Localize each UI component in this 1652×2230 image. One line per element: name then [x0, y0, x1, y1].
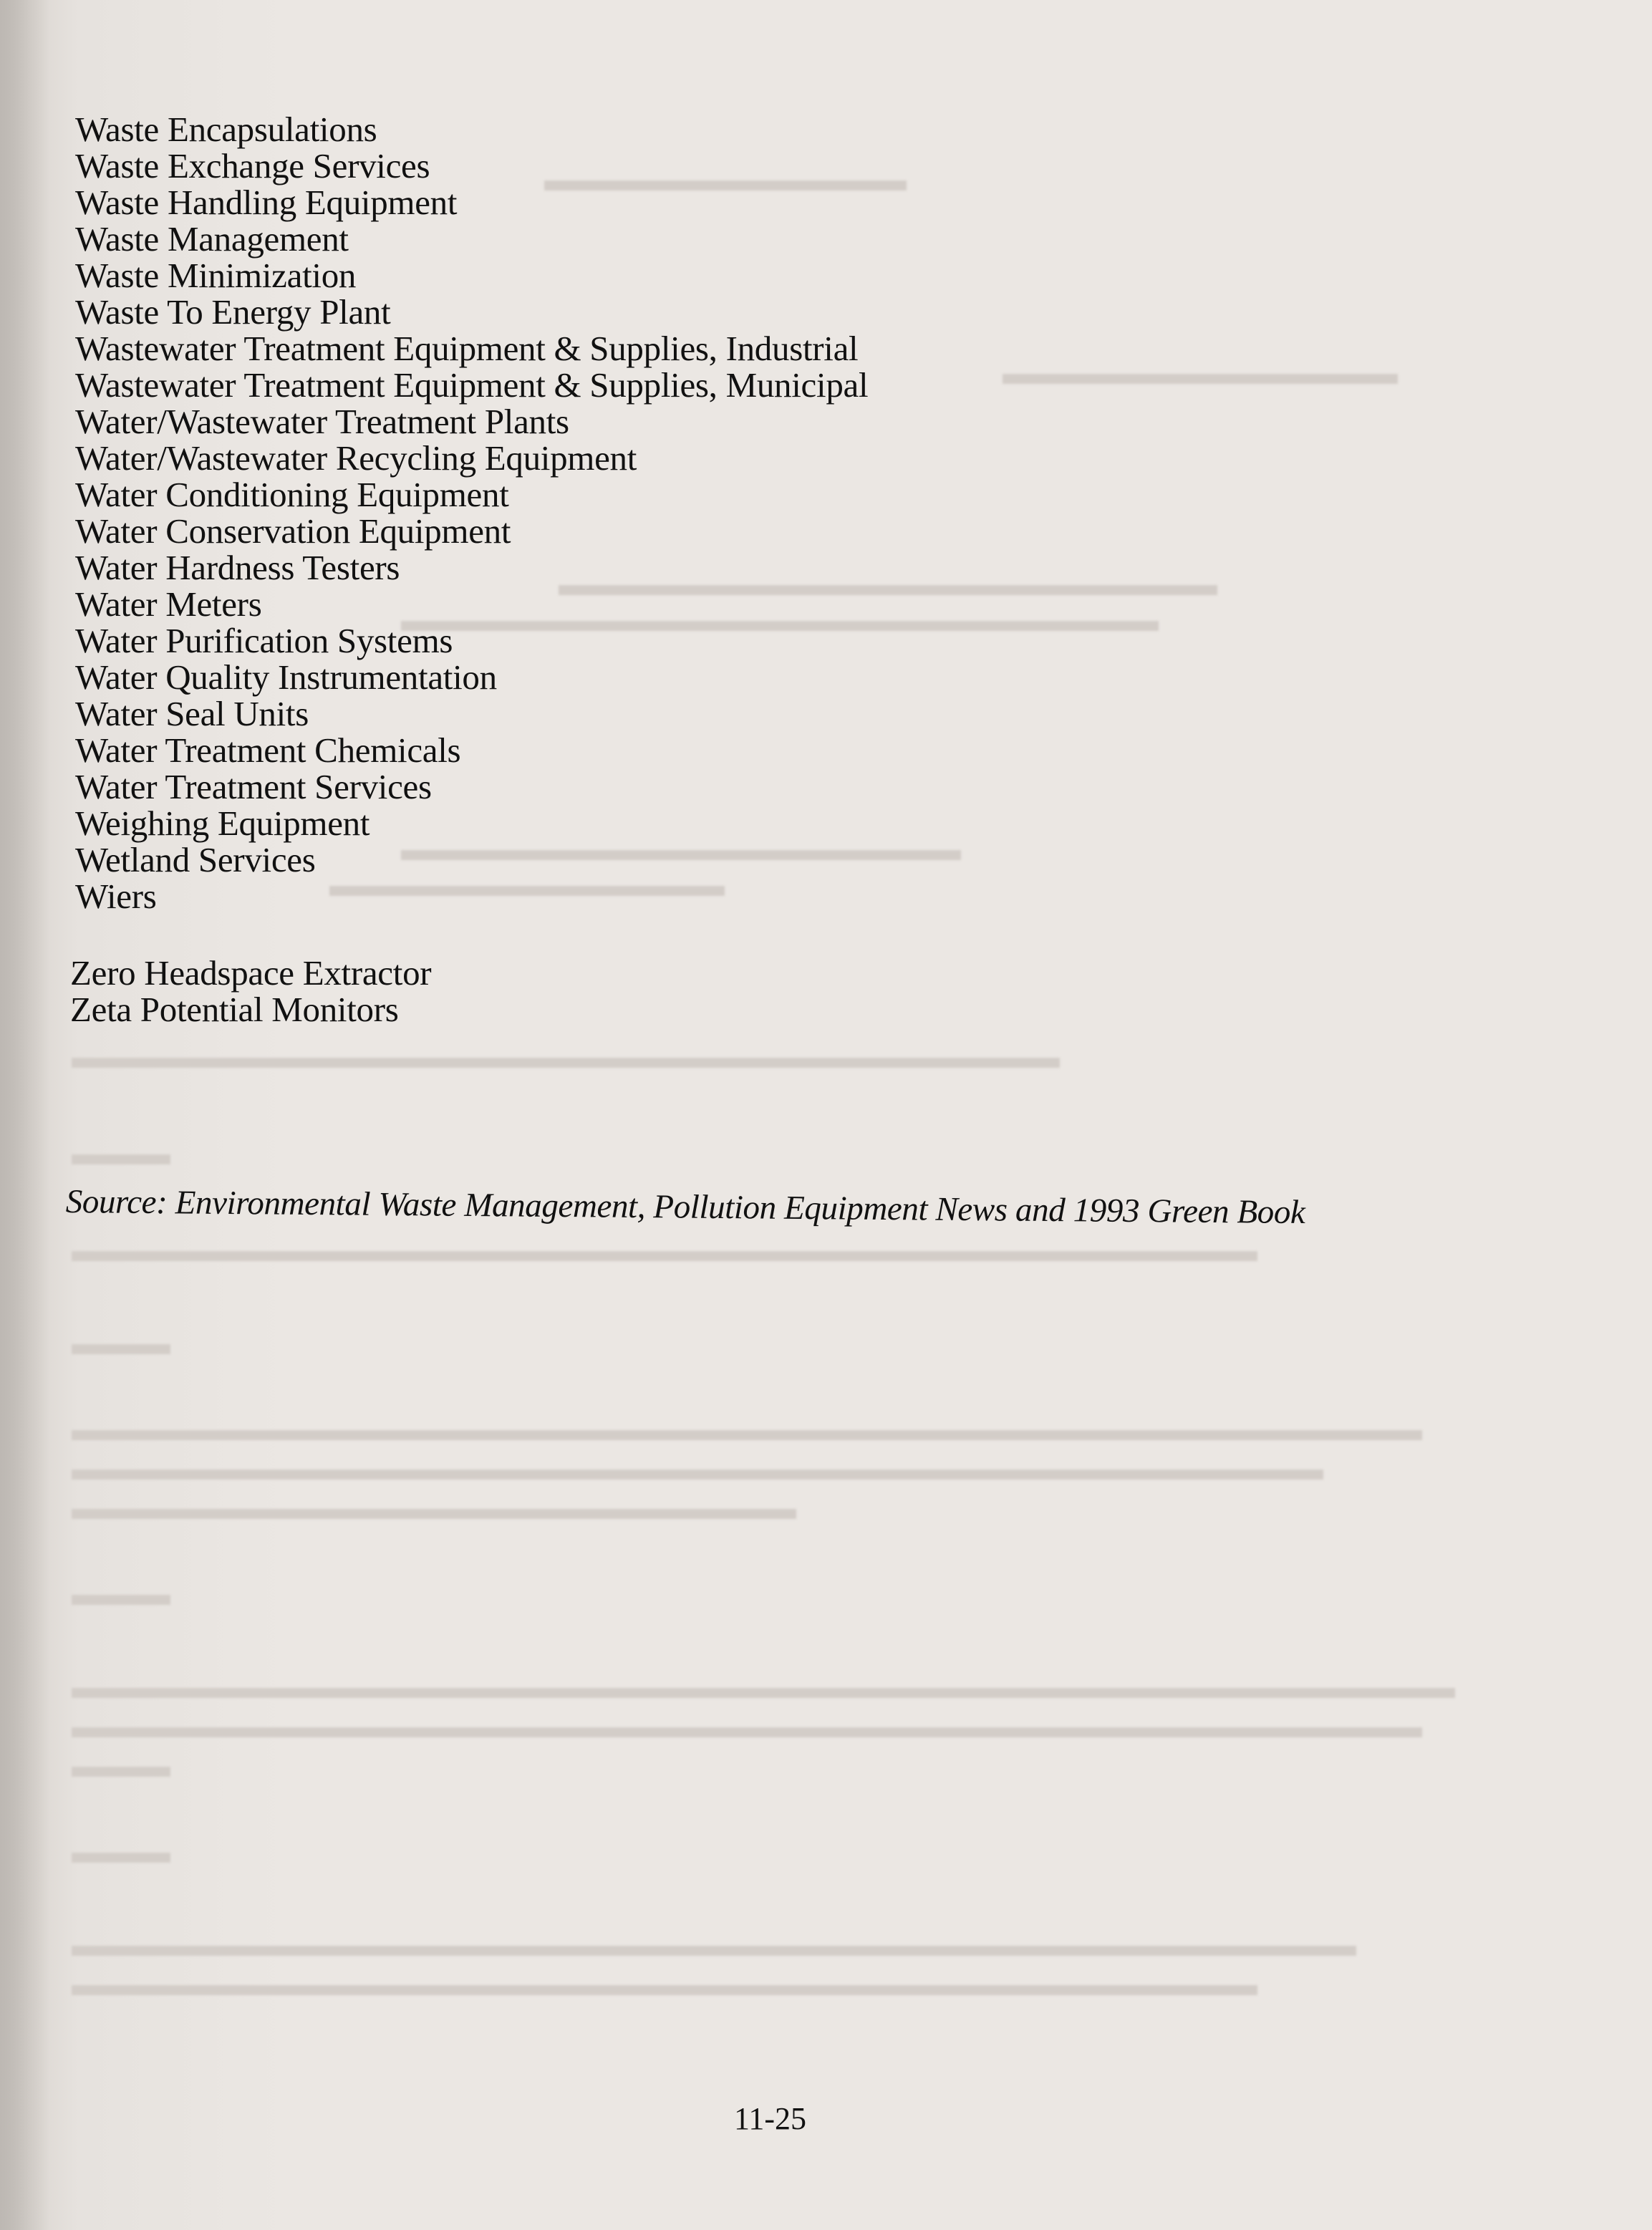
list-item: Water Conservation Equipment	[75, 511, 511, 551]
bleed-through-text: ▬▬▬▬▬▬▬▬▬▬▬▬▬▬▬▬▬▬▬▬▬▬▬▬▬▬▬▬▬▬	[72, 1038, 1060, 1075]
list-item: Water Purification Systems	[75, 621, 453, 660]
bleed-through-text: ▬▬▬▬▬▬▬▬▬▬▬▬▬▬▬▬▬▬▬▬▬▬▬▬▬▬▬▬▬▬▬▬▬▬▬▬▬▬▬▬▬	[72, 1708, 1422, 1744]
bleed-through-text: ▬▬▬▬▬▬▬▬▬▬▬▬▬▬▬▬▬	[401, 831, 961, 867]
list-item: Water Quality Instrumentation	[75, 657, 497, 697]
bleed-through-text: ▬▬▬▬▬▬▬▬▬▬▬	[544, 161, 907, 198]
bleed-through-text: ▬▬▬	[72, 1575, 170, 1612]
list-item: Water Seal Units	[75, 694, 309, 733]
list-item: Water Hardness Testers	[75, 548, 400, 587]
bleed-through-text: ▬▬▬	[72, 1747, 170, 1784]
bleed-through-text: ▬▬▬	[72, 1135, 170, 1172]
bleed-through-text: ▬▬▬▬▬▬▬▬▬▬▬▬▬▬▬▬▬▬▬▬▬▬▬▬▬▬▬▬▬▬▬▬▬▬▬▬▬▬	[72, 1450, 1323, 1487]
bleed-through-text: ▬▬▬▬▬▬▬▬▬▬▬▬▬▬▬▬▬▬▬▬▬▬▬	[401, 602, 1159, 638]
list-item: Weighing Equipment	[75, 803, 370, 843]
list-item: Waste To Energy Plant	[75, 292, 391, 332]
list-item: Waste Encapsulations	[75, 110, 377, 149]
list-item: Water/Wastewater Treatment Plants	[75, 402, 569, 441]
bleed-through-text: ▬▬▬▬▬▬▬▬▬▬▬▬	[1003, 354, 1398, 391]
list-item: Zeta Potential Monitors	[70, 990, 399, 1029]
bleed-through-text: ▬▬▬▬▬▬▬▬▬▬▬▬▬▬▬▬▬▬▬▬▬▬▬▬▬▬▬▬▬▬▬▬▬▬▬▬▬▬▬▬▬	[72, 1411, 1422, 1447]
list-item: Water Conditioning Equipment	[75, 475, 509, 514]
directory-list-z	[70, 955, 431, 1028]
bleed-through-text: ▬▬▬▬▬▬▬▬▬▬▬▬▬▬▬▬▬▬▬▬▬▬▬▬▬▬▬▬▬▬▬▬▬▬▬▬	[72, 1966, 1257, 2002]
bleed-through-text: ▬▬▬▬▬▬▬▬▬▬▬▬▬▬▬▬▬▬▬▬▬▬▬▬▬▬▬▬▬▬▬▬▬▬▬▬	[72, 1232, 1257, 1268]
bleed-through-text: ▬▬▬▬▬▬▬▬▬▬▬▬▬▬▬▬▬▬▬▬▬▬▬▬▬▬▬▬▬▬▬▬▬▬▬▬▬▬▬▬▬▬	[72, 1669, 1455, 1705]
list-item: Waste Handling Equipment	[75, 183, 458, 222]
bleed-through-text: ▬▬▬▬▬▬▬▬▬▬▬▬▬▬▬▬▬▬▬▬	[559, 566, 1217, 602]
bleed-through-text: ▬▬▬▬▬▬▬▬▬▬▬▬	[329, 867, 725, 903]
list-item: Wiers	[75, 877, 157, 916]
list-item: Water/Wastewater Recycling Equipment	[75, 438, 637, 478]
list-item: Zero Headspace Extractor	[70, 953, 432, 993]
list-item: Wastewater Treatment Equipment & Supplies, Industrial	[75, 329, 859, 368]
list-item: Water Treatment Chemicals	[75, 730, 461, 770]
list-item: Water Meters	[75, 584, 262, 624]
bleed-through-text: ▬▬▬	[72, 1325, 170, 1361]
list-item: Water Treatment Services	[75, 767, 432, 806]
list-item: Wetland Services	[75, 840, 316, 879]
directory-list-w	[75, 111, 1221, 914]
page-number: 11-25	[734, 2101, 807, 2136]
list-item: Waste Exchange Services	[75, 146, 430, 185]
bleed-through-text: ▬▬▬▬▬▬▬▬▬▬▬▬▬▬▬▬▬▬▬▬▬▬▬▬▬▬▬▬▬▬▬▬▬▬▬▬▬▬▬	[72, 1926, 1356, 1963]
bleed-through-text: ▬▬▬	[72, 1833, 170, 1870]
source-citation: Source: Environmental Waste Management, Pollution Equipment News and 1993 Green Book	[65, 1182, 1305, 1232]
binding-shadow	[0, 0, 50, 2230]
list-item: Wastewater Treatment Equipment & Supplies, Municipal	[75, 365, 869, 405]
list-item: Waste Minimization	[75, 256, 357, 295]
list-item: Waste Management	[75, 219, 349, 259]
bleed-through-text: ▬▬▬▬▬▬▬▬▬▬▬▬▬▬▬▬▬▬▬▬▬▬	[72, 1490, 796, 1526]
